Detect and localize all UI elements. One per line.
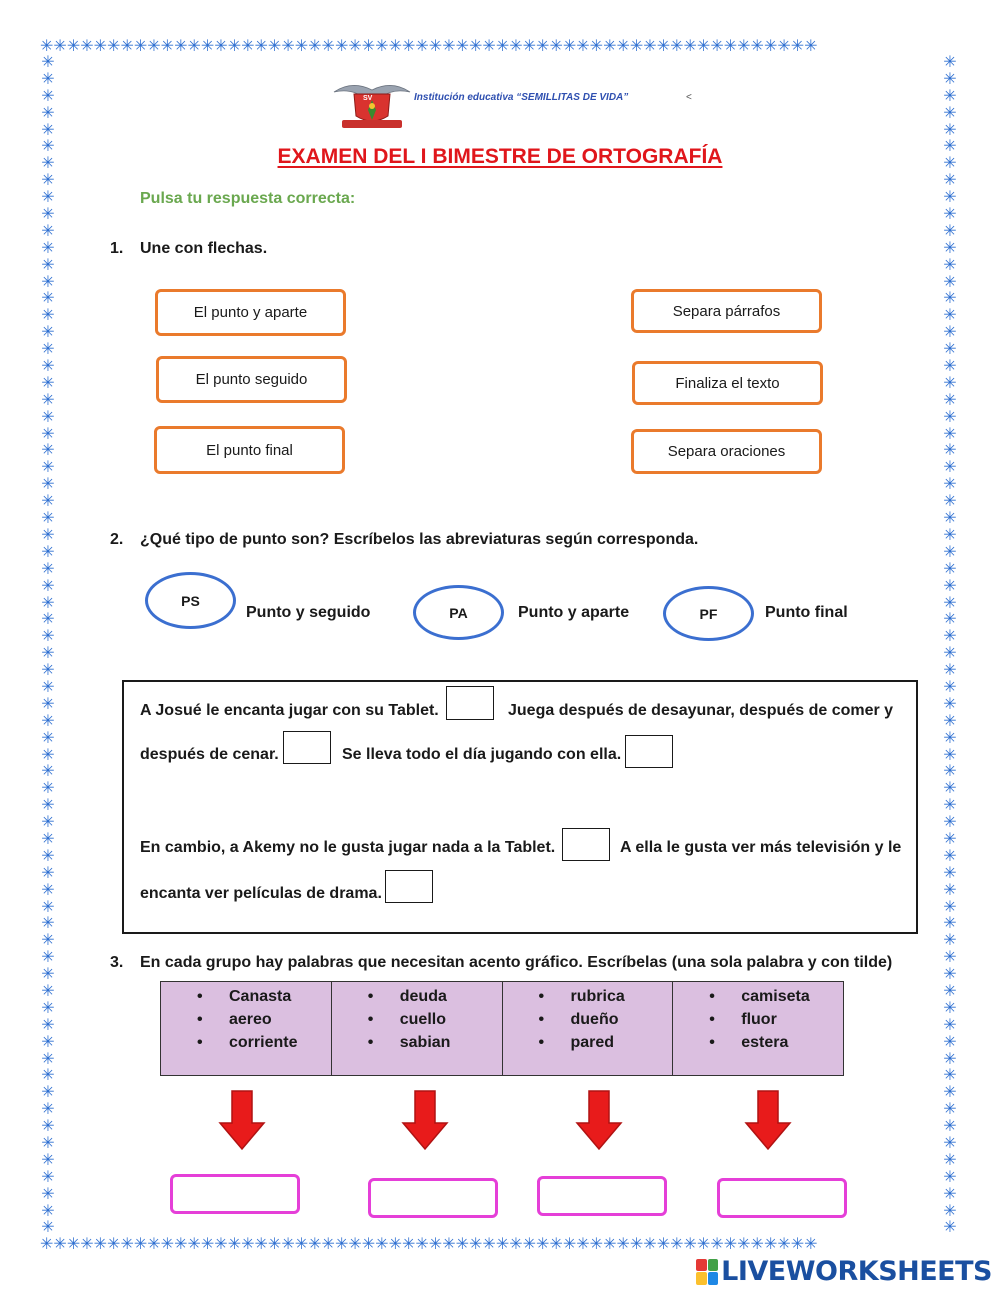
match-right-item[interactable]: Separa oraciones (631, 429, 822, 474)
passage-text: A ella le gusta ver más televisión y le (620, 839, 902, 856)
oval-abbr-pf: PF (663, 586, 754, 641)
oval-abbr-pa: PA (413, 585, 504, 640)
down-arrow-icon (744, 1089, 792, 1151)
word-item: • fluor (709, 1008, 843, 1031)
accent-answer-input[interactable] (170, 1174, 300, 1214)
school-logo (332, 76, 412, 132)
down-arrow-icon (401, 1089, 449, 1151)
word-groups-table (160, 981, 844, 1076)
word-item: • Canasta (197, 985, 331, 1008)
down-arrow-icon (575, 1089, 623, 1151)
border-bottom-stars: ✳✳✳✳✳✳✳✳✳✳✳✳✳✳✳✳✳✳✳✳✳✳✳✳✳✳✳✳✳✳✳✳✳✳✳✳✳✳✳✳✳✳✳✳✳✳✳✳✳✳✳✳✳✳✳✳✳✳ (40, 1236, 818, 1253)
accent-answer-input[interactable] (717, 1178, 847, 1218)
instruction-text: Pulsa tu respuesta correcta: (140, 190, 356, 207)
word-item: • dueño (539, 1008, 673, 1031)
word-item: • corriente (197, 1031, 331, 1054)
match-left-item[interactable]: El punto y aparte (155, 289, 346, 336)
word-group-cell (332, 982, 503, 1075)
legend-label-ps: Punto y seguido (246, 604, 371, 621)
word-group-cell (161, 982, 332, 1075)
down-arrow-icon (218, 1089, 266, 1151)
answer-blank[interactable] (562, 828, 610, 861)
answer-blank[interactable] (283, 731, 331, 764)
match-right-item[interactable]: Separa párrafos (631, 289, 822, 333)
accent-answer-input[interactable] (537, 1176, 667, 1216)
accent-answer-input[interactable] (368, 1178, 498, 1218)
institution-name: Institución educativa “SEMILLITAS DE VIDA” (414, 92, 629, 103)
border-top-stars: ✳✳✳✳✳✳✳✳✳✳✳✳✳✳✳✳✳✳✳✳✳✳✳✳✳✳✳✳✳✳✳✳✳✳✳✳✳✳✳✳✳✳✳✳✳✳✳✳✳✳✳✳✳✳✳✳✳✳ (40, 38, 818, 55)
question-2-prompt: ¿Qué tipo de punto son? Escríbelos las abreviaturas según corresponda. (140, 531, 699, 548)
passage-text: A Josué le encanta jugar con su Tablet. (140, 702, 439, 719)
word-item: • rubrica (539, 985, 673, 1008)
svg-text:SV: SV (363, 95, 373, 102)
answer-blank[interactable] (625, 735, 673, 768)
word-item: • deuda (368, 985, 502, 1008)
match-left-item[interactable]: El punto final (154, 426, 345, 474)
passage-text: Se lleva todo el día jugando con ella. (342, 746, 622, 763)
word-item: • sabian (368, 1031, 502, 1054)
oval-abbr-ps: PS (145, 572, 236, 629)
question-1-prompt: Une con flechas. (140, 240, 268, 257)
legend-label-pf: Punto final (765, 604, 848, 621)
question-3-prompt: En cada grupo hay palabras que necesitan acento gráfico. Escríbelas (una sola palabra y con tilde) (140, 954, 893, 971)
border-left-stars: ✳ ✳ ✳ ✳ ✳ ✳ ✳ ✳ ✳ ✳ ✳ ✳ ✳ ✳ ✳ ✳ ✳ ✳ ✳ ✳ ✳ ✳ ✳ ✳ ✳ ✳ ✳ ✳ ✳ ✳ ✳ ✳ ✳ ✳ ✳ ✳ ✳ ✳ ✳ ✳ ✳ ✳ ✳ ✳ ✳ ✳ ✳ ✳ ✳ ✳ ✳ ✳ ✳ ✳ ✳ ✳ ✳ ✳ ✳ ✳ ✳ ✳ ✳ ✳ ✳ ✳ ✳ ✳ ✳ ✳ (41, 54, 55, 1237)
liveworksheets-wordmark: LIVEWORKSHEETS (721, 1256, 992, 1287)
word-item: • estera (709, 1031, 843, 1054)
word-group-cell (503, 982, 674, 1075)
passage-text: En cambio, a Akemy no le gusta jugar nada a la Tablet. (140, 839, 556, 856)
word-item: • aereo (197, 1008, 331, 1031)
word-item: • cuello (368, 1008, 502, 1031)
border-right-stars: ✳ ✳ ✳ ✳ ✳ ✳ ✳ ✳ ✳ ✳ ✳ ✳ ✳ ✳ ✳ ✳ ✳ ✳ ✳ ✳ ✳ ✳ ✳ ✳ ✳ ✳ ✳ ✳ ✳ ✳ ✳ ✳ ✳ ✳ ✳ ✳ ✳ ✳ ✳ ✳ ✳ ✳ ✳ ✳ ✳ ✳ ✳ ✳ ✳ ✳ ✳ ✳ ✳ ✳ ✳ ✳ ✳ ✳ ✳ ✳ ✳ ✳ ✳ ✳ ✳ ✳ ✳ ✳ ✳ ✳ (943, 54, 957, 1237)
match-right-item[interactable]: Finaliza el texto (632, 361, 823, 405)
passage-text: Juega después de desayunar, después de comer y (508, 702, 894, 719)
passage-text: encanta ver películas de drama. (140, 885, 382, 902)
match-left-item[interactable]: El punto seguido (156, 356, 347, 403)
liveworksheets-logo-icon (696, 1259, 718, 1285)
exam-title: EXAMEN DEL I BIMESTRE DE ORTOGRAFÍA (277, 145, 723, 168)
word-item: • camiseta (709, 985, 843, 1008)
institution-mark: < (686, 92, 692, 103)
passage-text: después de cenar. (140, 746, 279, 763)
word-item: • pared (539, 1031, 673, 1054)
answer-blank[interactable] (446, 686, 494, 720)
answer-blank[interactable] (385, 870, 433, 903)
liveworksheets-brand (696, 1256, 992, 1287)
legend-label-pa: Punto y aparte (518, 604, 630, 621)
word-group-cell (673, 982, 843, 1075)
